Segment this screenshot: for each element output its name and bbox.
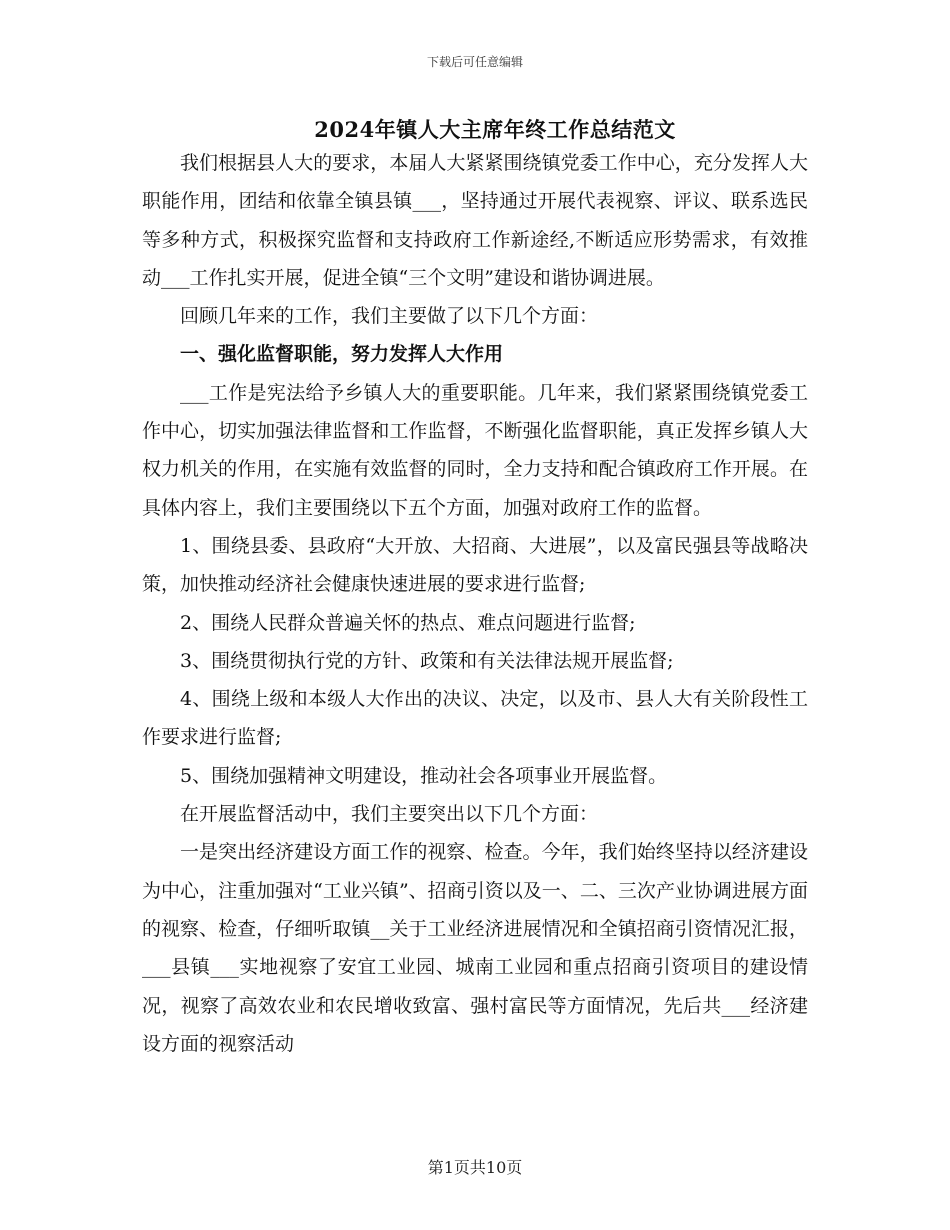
page-number-footer: 第1页共10页: [427, 1158, 523, 1177]
body-paragraph: 4、围绕上级和本级人大作出的决议、决定，以及市、县人大有关阶段性工作要求进行监督;: [142, 688, 808, 749]
body-paragraph: 在开展监督活动中，我们主要突出以下几个方面：: [180, 803, 599, 826]
body-paragraph: 我们根据县人大的要求，本届人大紧紧围绕镇党委工作中心，充分发挥人大职能作用，团结和依靠全镇县镇___，坚持通过开展代表视察、评议、联系选民等多种方式，积极探究监督和支持政府工作新途经,不断适应形势需求，有效推动___工作扎实开展，促进全镇“三个文明”建设和谐协调进展。: [142, 152, 808, 289]
document-body: [142, 144, 808, 1063]
body-paragraph: 2、围绕人民群众普遍关怀的热点、难点问题进行监督;: [180, 611, 636, 634]
document-title: 2024年镇人大主席年终工作总结范文: [314, 117, 676, 142]
body-paragraph: 3、围绕贯彻执行党的方针、政策和有关法律法规开展监督;: [180, 649, 674, 672]
body-paragraph: 回顾几年来的工作，我们主要做了以下几个方面：: [180, 305, 599, 328]
body-paragraph: ___工作是宪法给予乡镇人大的重要职能。几年来，我们紧紧围绕镇党委工作中心，切实加强法律监督和工作监督，不断强化监督职能，真正发挥乡镇人大权力机关的作用，在实施有效监督的同时，全力支持和配合镇政府工作开展。在具体内容上，我们主要围绕以下五个方面，加强对政府工作的监督。: [142, 381, 808, 519]
page-header-note: 下载后可任意编辑: [426, 55, 523, 69]
body-paragraph: 5、围绕加强精神文明建设，推动社会各项事业开展监督。: [180, 764, 668, 787]
body-paragraph: 1、围绕县委、县政府“大开放、大招商、大进展”，以及富民强县等战略决策，加快推动经济社会健康快速进展的要求进行监督;: [142, 534, 808, 596]
section-heading: 一、强化监督职能，努力发挥人大作用: [180, 343, 504, 366]
body-paragraph: 一是突出经济建设方面工作的视察、检查。今年，我们始终坚持以经济建设为中心，注重加强对“工业兴镇”、招商引资以及一、二、三次产业协调进展方面的视察、检查，仔细听取镇__关于工业经济进展情况和全镇招商引资情况汇报，___县镇___实地视察了安宜工业园、城南工业园和重点招商引资项目的建设情况，视察了高效农业和农民增收致富、强村富民等方面情况，先后共___经济建设方面的视察活动: [142, 841, 808, 1055]
